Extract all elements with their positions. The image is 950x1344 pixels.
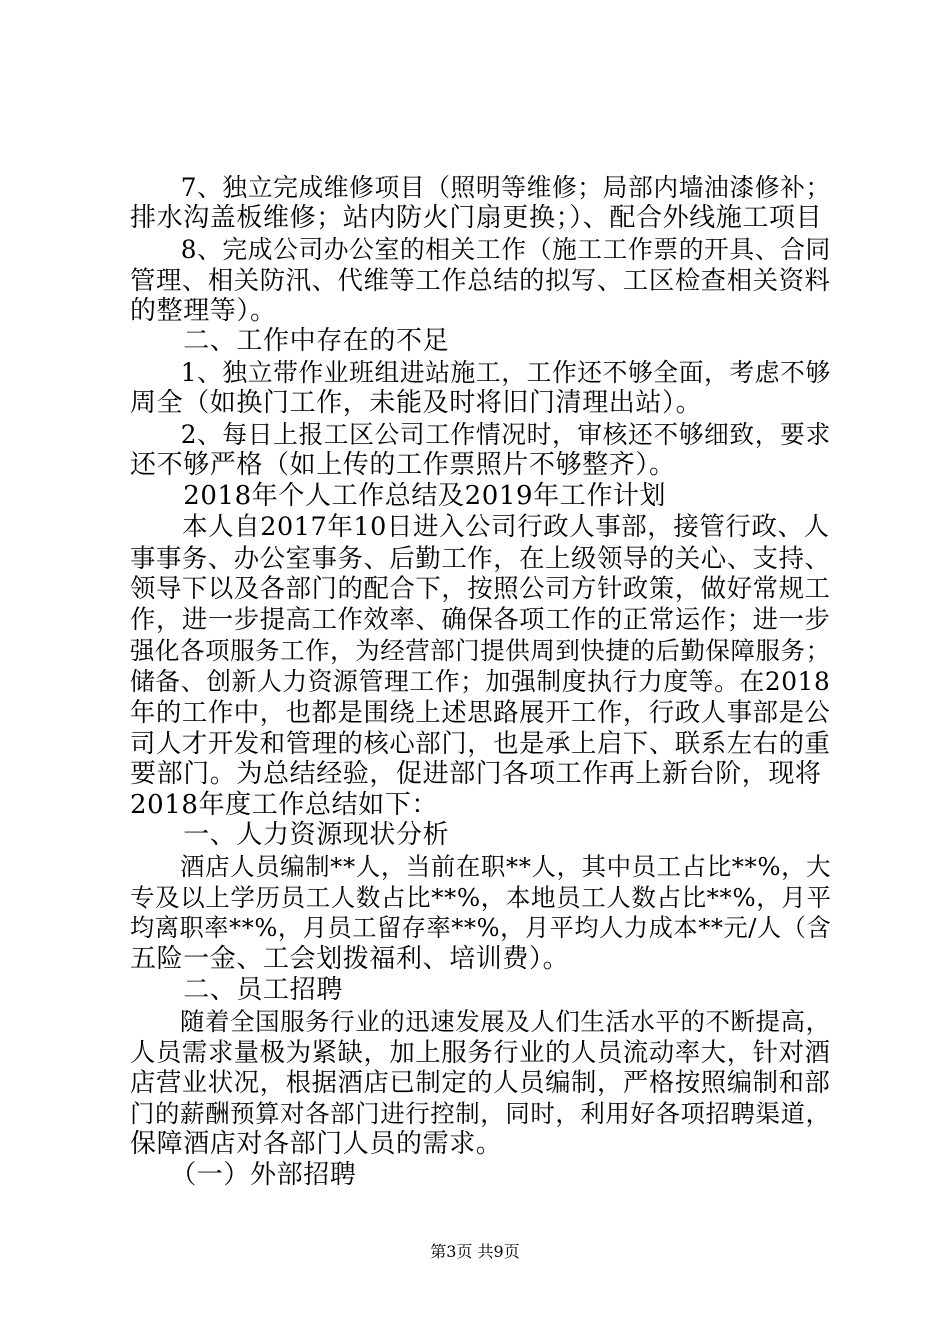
body-text-line: 领导下以及各部门的配合下，按照公司方针政策，做好常规工 [130,573,831,603]
body-text-line: 储备、创新人力资源管理工作；加强制度执行力度等。在2018 [130,667,831,696]
body-text-line: 保障酒店对各部门人员的需求。 [130,1129,503,1159]
body-text-line: 司人才开发和管理的核心部门，也是承上启下、联系左右的重 [130,728,831,758]
body-text-line: 还不够严格（如上传的工作票照片不够整齐）。 [130,450,676,480]
body-text-line: 8、完成公司办公室的相关工作（施工工作票的开具、合同 [130,235,831,264]
page-footer: 第3页 共9页 [430,1242,520,1261]
body-text-line: 本人自2017年10日进入公司行政人事部，接管行政、人 [130,512,830,542]
body-text-line: 作，进一步提高工作效率、确保各项工作的正常运作；进一步 [130,604,831,634]
body-text-line: 均离职率**%，月员工留存率**%，月平均人力成本**元/人（含 [130,914,832,942]
body-text-line: 7、独立完成维修项目（照明等维修；局部内墙油漆修补； [130,173,831,202]
body-text-line: 2018年度工作总结如下： [130,790,438,820]
subsection-heading: （一）外部招聘 [130,1160,357,1190]
section-heading: 二、工作中存在的不足 [130,326,450,356]
body-text-line: 五险一金、工会划拨福利、培训费）。 [130,944,570,974]
body-text-line: 周全（如换门工作，未能及时将旧门清理出站）。 [130,388,703,418]
section-heading: 二、员工招聘 [130,975,343,1005]
body-text-line: 管理、相关防汛、代维等工作总结的拟写、工区检查相关资料 [130,265,831,295]
body-text-line: 人员需求量极为紧缺，加上服务行业的人员流动率大，针对酒 [130,1037,831,1067]
body-text-line: 酒店人员编制**人，当前在职**人，其中员工占比**%，大 [130,852,832,881]
body-text-line: 门的薪酬预算对各部门进行控制，同时，利用好各项招聘渠道， [130,1099,831,1128]
body-text-line: 2、每日上报工区公司工作情况时，审核还不够细致，要求 [130,420,831,449]
body-text-line: 的整理等）。 [130,296,277,326]
section-heading: 一、人力资源现状分析 [130,820,450,850]
body-text-line: 事事务、办公室事务、后勤工作，在上级领导的关心、支持、 [130,543,831,573]
body-text-line: 要部门。为总结经验，促进部门各项工作再上新台阶，现将 [130,759,822,789]
body-text-line: 店营业状况，根据酒店已制定的人员编制，严格按照编制和部 [130,1067,831,1097]
body-text-line: 年的工作中，也都是围绕上述思路展开工作，行政人事部是公 [130,697,831,727]
body-text-line: 专及以上学历员工人数占比**%，本地员工人数占比**%，月平 [130,883,832,912]
document-title: 2018年个人工作总结及2019年工作计划 [130,481,667,511]
body-text-line: 强化各项服务工作，为经营部门提供周到快捷的后勤保障服务； [130,636,831,665]
body-text-line: 1、独立带作业班组进站施工，工作还不够全面，考虑不够 [130,358,831,387]
body-text-line: 排水沟盖板维修；站内防火门扇更换；）、配合外线施工项目 [130,203,823,233]
body-text-line: 随着全国服务行业的迅速发展及人们生活水平的不断提高， [130,1007,831,1036]
